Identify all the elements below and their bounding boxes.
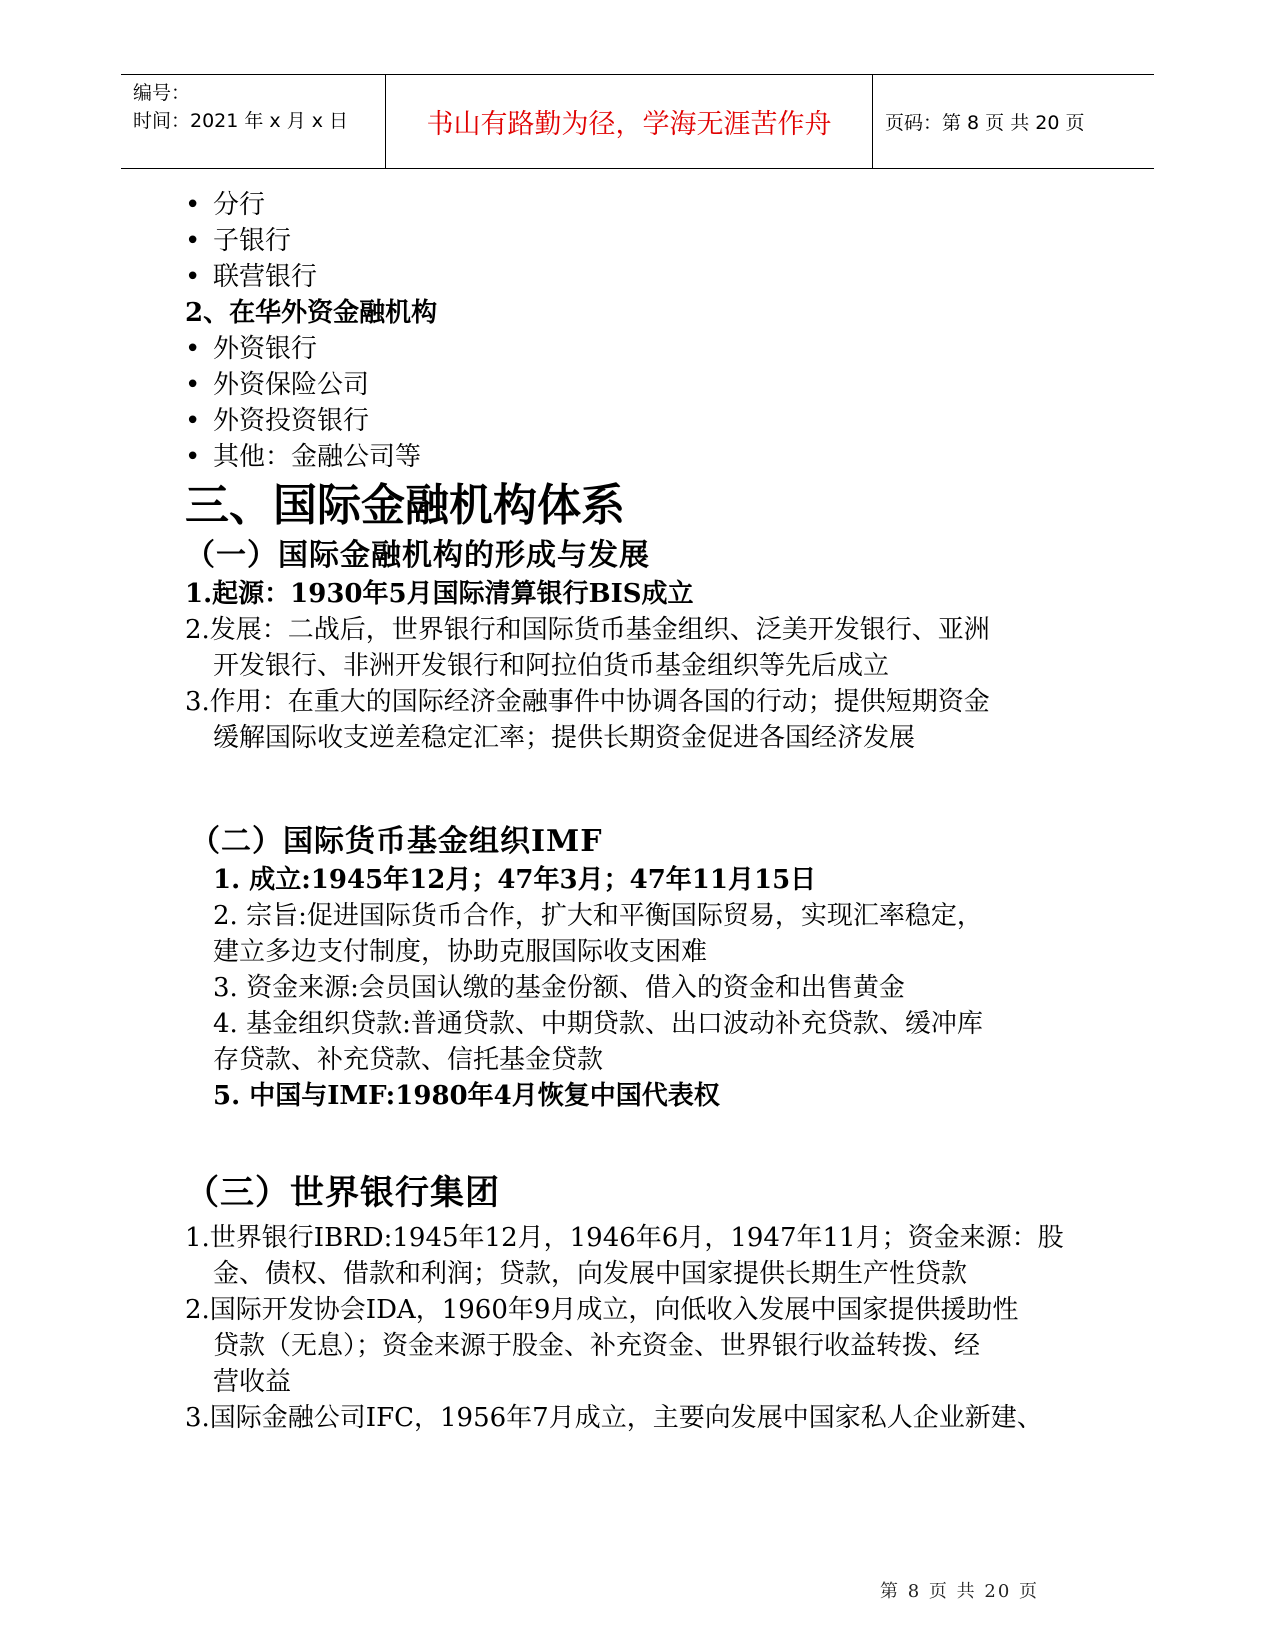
bullet-icon: • xyxy=(185,442,201,472)
sub2-item2-line2: 建立多边支付制度，协助克服国际收支困难 xyxy=(213,937,708,967)
list-item: • 子银行 xyxy=(185,222,291,260)
sub2-item4-line1: 4. 基金组织贷款:普通贷款、中期贷款、出口波动补充贷款、缓冲库 xyxy=(213,1009,983,1039)
number-label: 编号： xyxy=(133,82,191,104)
sub2-title: （二）国际货币基金组织IMF xyxy=(190,824,603,859)
sub2-item1: 1. 成立:1945年12月；47年3月；47年11月15日 xyxy=(213,865,817,895)
sub1-item2-line1: 2.发展：二战后，世界银行和国际货币基金组织、泛美开发银行、亚洲 xyxy=(185,615,990,645)
section3-heading: 三、国际金融机构体系 xyxy=(185,480,625,531)
page-label: 页码：第 8 页 共 20 页 xyxy=(885,112,1085,134)
bullet-icon: • xyxy=(185,406,201,436)
sub1-item3-line2: 缓解国际收支逆差稳定汇率；提供长期资金促进各国经济发展 xyxy=(213,723,916,753)
header-table xyxy=(121,74,1154,169)
sub3-item2-line2: 贷款（无息）；资金来源于股金、补充资金、世界银行收益转拨、经 xyxy=(213,1331,981,1361)
motto: 书山有路勤为径，学海无涯苦作舟 xyxy=(385,75,873,168)
sub3-item1-line2: 金、债权、借款和利润；贷款，向发展中国家提供长期生产性贷款 xyxy=(213,1259,968,1289)
sub1-item3-line1: 3.作用：在重大的国际经济金融事件中协调各国的行动；提供短期资金 xyxy=(185,687,990,717)
bullet-icon: • xyxy=(185,226,201,256)
section2-title: 2、在华外资金融机构 xyxy=(185,298,438,328)
bullet-icon: • xyxy=(185,262,201,292)
list-item: • 外资银行 xyxy=(185,330,317,368)
list-item: • 分行 xyxy=(185,186,265,224)
header-left-cell xyxy=(121,75,385,168)
sub3-title: （三）世界银行集团 xyxy=(185,1173,500,1213)
sub3-item1-line1: 1.世界银行IBRD:1945年12月，1946年6月，1947年11月；资金来源：股 xyxy=(185,1223,1064,1253)
list-item: • 外资投资银行 xyxy=(185,402,369,440)
list-item: • 外资保险公司 xyxy=(185,366,369,404)
time-label: 时间：2021 年 x 月 x 日 xyxy=(133,110,349,132)
sub3-item2-line3: 营收益 xyxy=(213,1367,292,1397)
sub1-title: （一）国际金融机构的形成与发展 xyxy=(185,538,650,573)
sub2-item4-line2: 存贷款、补充贷款、信托基金贷款 xyxy=(213,1045,604,1075)
sub2-item3: 3. 资金来源:会员国认缴的基金份额、借入的资金和出售黄金 xyxy=(213,973,905,1003)
bullet-icon: • xyxy=(185,334,201,364)
list-item: • 联营银行 xyxy=(185,258,317,296)
sub3-item2-line1: 2.国际开发协会IDA，1960年9月成立，向低收入发展中国家提供援助性 xyxy=(185,1295,1019,1325)
bullet-icon: • xyxy=(185,190,201,220)
sub2-item2-line1: 2. 宗旨:促进国际货币合作，扩大和平衡国际贸易，实现汇率稳定， xyxy=(213,901,983,931)
list-item: • 其他：金融公司等 xyxy=(185,438,421,476)
sub3-item3-line1: 3.国际金融公司IFC，1956年7月成立，主要向发展中国家私人企业新建、 xyxy=(185,1403,1043,1433)
bullet-icon: • xyxy=(185,370,201,400)
sub2-item5: 5. 中国与IMF:1980年4月恢复中国代表权 xyxy=(213,1081,720,1111)
sub1-item1: 1.起源：1930年5月国际清算银行BIS成立 xyxy=(185,579,694,609)
sub1-item2-line2: 开发银行、非洲开发银行和阿拉伯货币基金组织等先后成立 xyxy=(213,651,890,681)
page-footer: 第 8 页 共 20 页 xyxy=(880,1581,1039,1602)
